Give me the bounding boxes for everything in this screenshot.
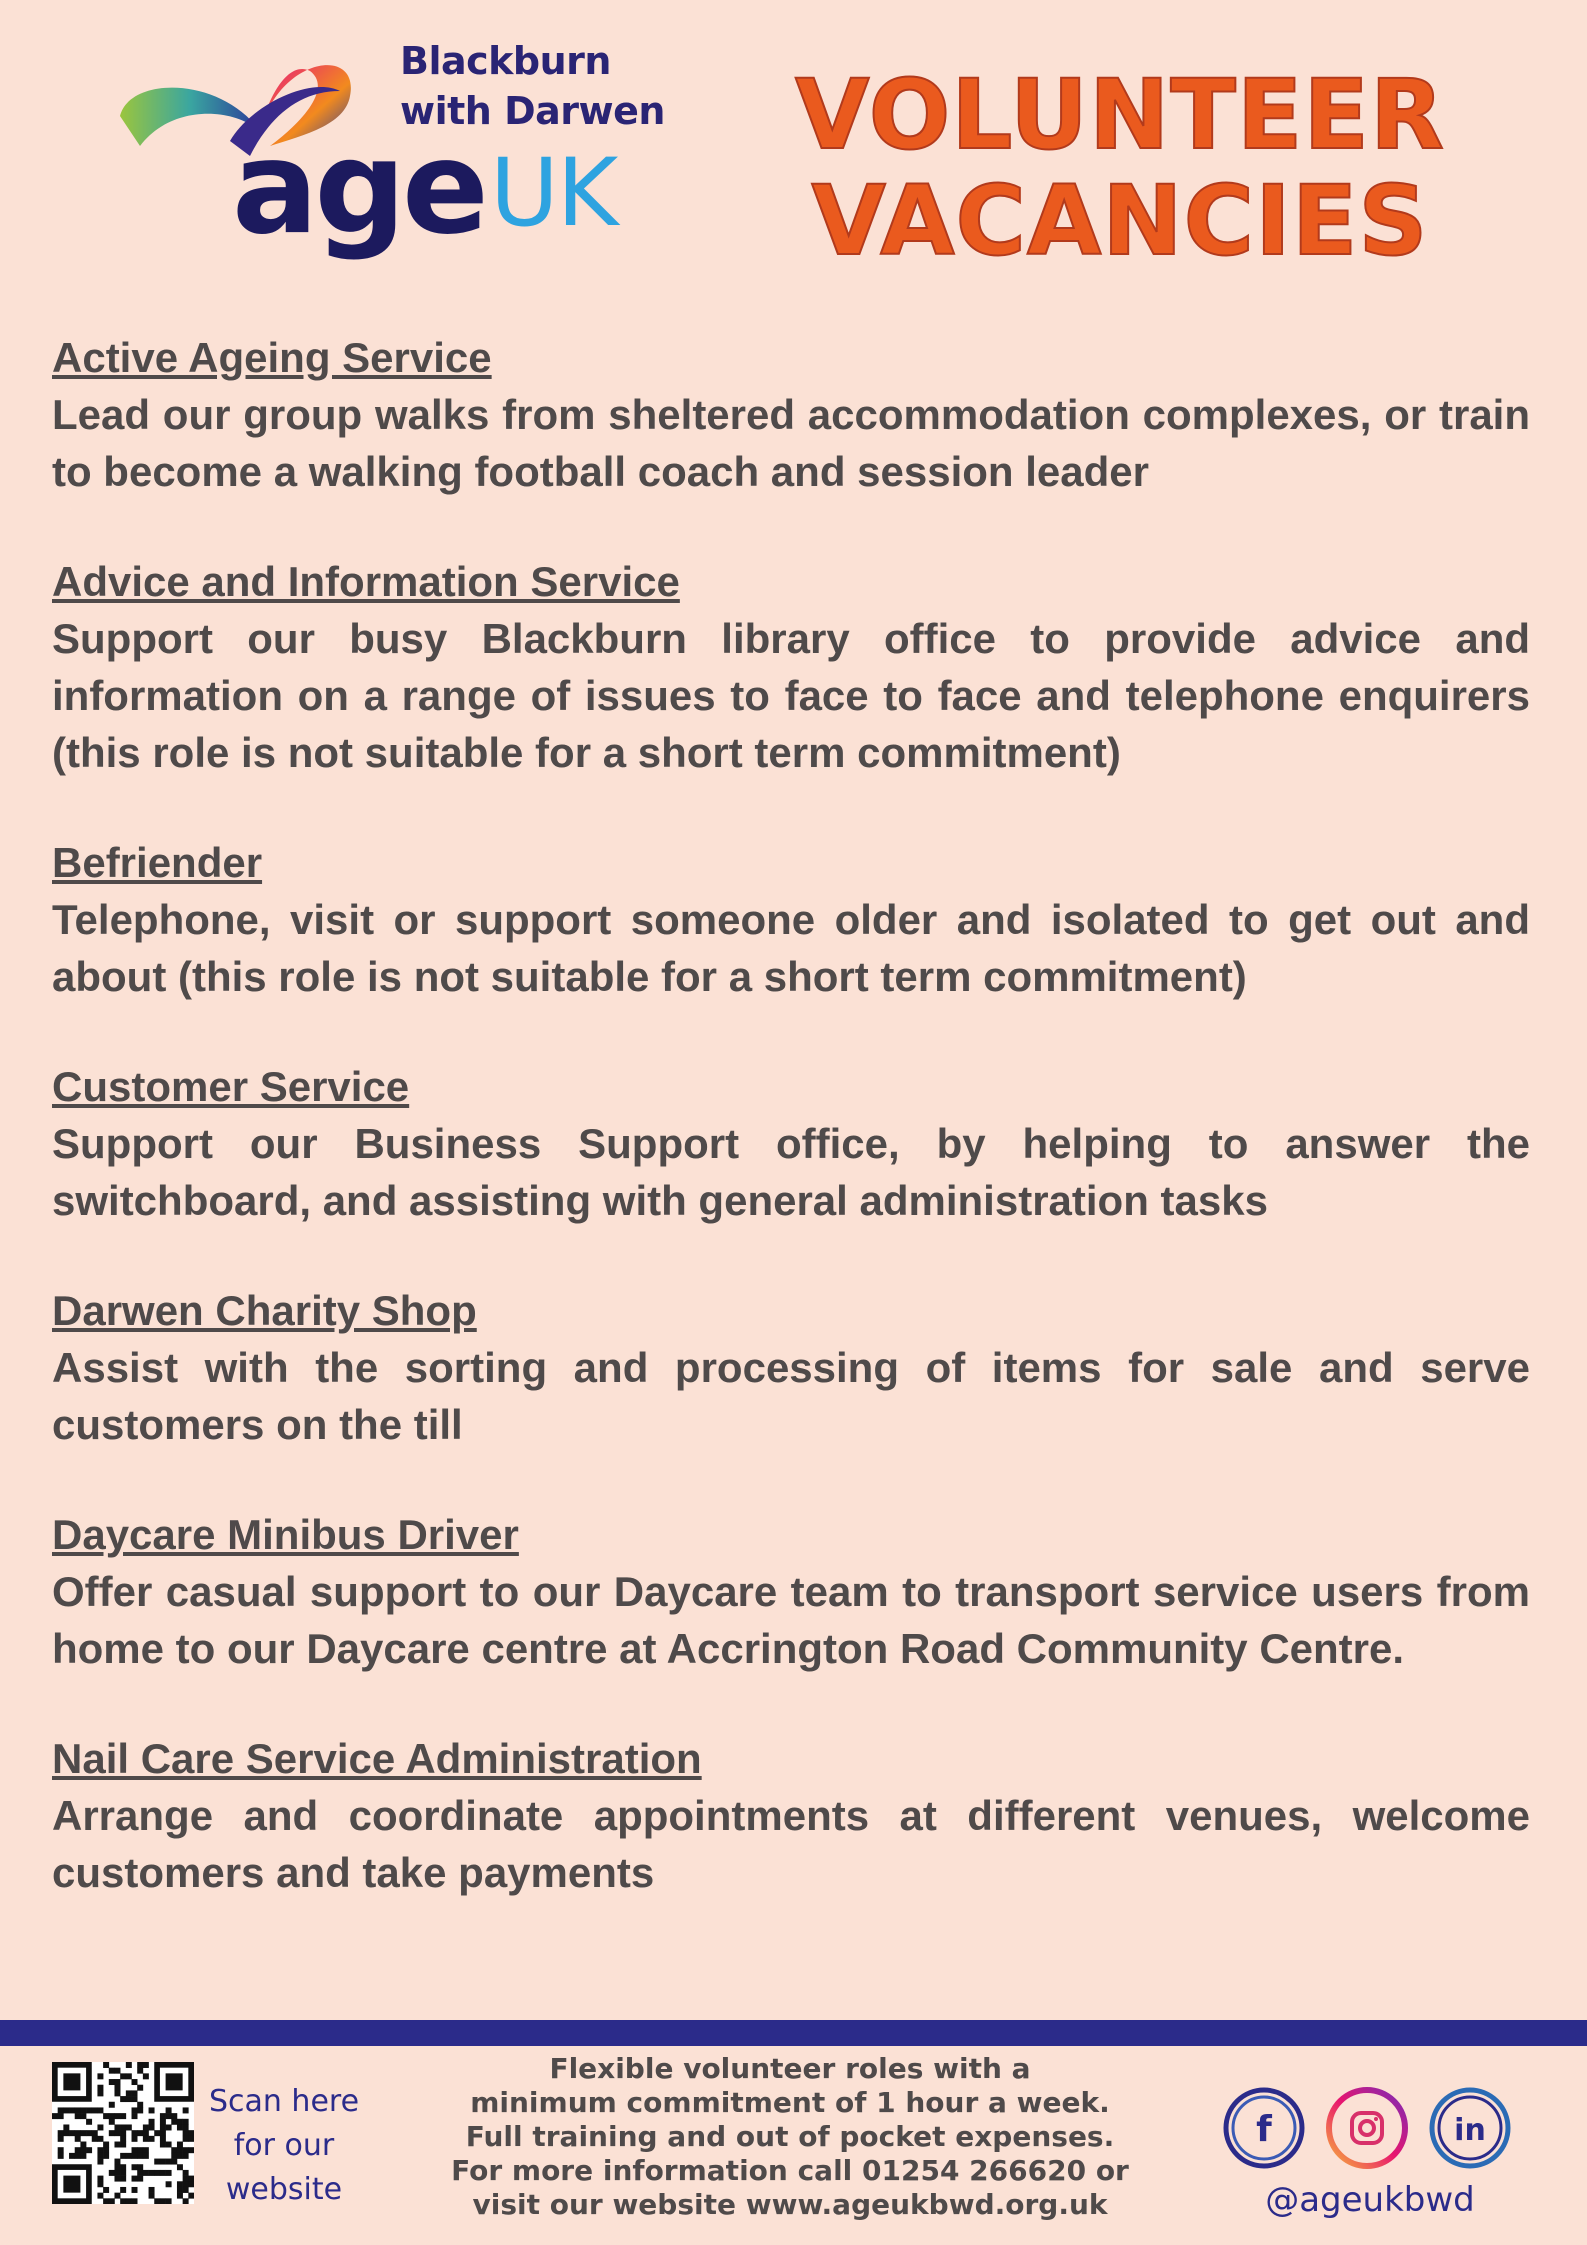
- instagram-icon[interactable]: [1325, 2086, 1409, 2170]
- vacancy-title: Active Ageing Service: [52, 334, 492, 381]
- vacancy-description: Lead our group walks from sheltered accommodation complexes, or train to become a walking football coach and session leader: [52, 391, 1530, 495]
- footer-info-line4: For more information call 01254 266620 or: [451, 2154, 1129, 2187]
- logo-org-line2: with Darwen: [400, 89, 665, 133]
- vacancy-description: Offer casual support to our Daycare team to transport service users from home to our Daycare centre at Accrington Road Community Centre.: [52, 1568, 1530, 1672]
- vacancy-description: Assist with the sorting and processing of items for sale and serve customers on the till: [52, 1344, 1530, 1448]
- logo-uk-text: UK: [490, 139, 617, 248]
- vacancy-title: Advice and Information Service: [52, 558, 680, 605]
- vacancy-title: Darwen Charity Shop: [52, 1287, 477, 1334]
- vacancy-item: [52, 835, 1530, 1005]
- vacancy-item: [52, 1507, 1530, 1677]
- scan-line3: website: [225, 2172, 343, 2207]
- footer-info-line1: Flexible volunteer roles with a: [549, 2052, 1031, 2085]
- footer-info-line3: Full training and out of pocket expenses.: [465, 2120, 1115, 2153]
- vacancy-item: [52, 554, 1530, 781]
- page-title-line2: VACANCIES: [811, 165, 1429, 277]
- vacancy-description: Arrange and coordinate appointments at different venues, welcome customers and take payments: [52, 1792, 1530, 1896]
- website-qr-code[interactable]: [52, 2062, 194, 2204]
- vacancy-list: [52, 330, 1530, 1955]
- vacancy-title: Daycare Minibus Driver: [52, 1511, 519, 1558]
- vacancy-description: Telephone, visit or support someone older and isolated to get out and about (this role is not suitable for a short term commitment): [52, 896, 1530, 1000]
- age-uk-logo: [110, 36, 670, 276]
- vacancy-item: [52, 1283, 1530, 1453]
- page-title-line1: VOLUNTEER: [795, 59, 1445, 171]
- footer-info: [400, 2052, 1180, 2222]
- footer-divider: [0, 2020, 1587, 2046]
- scan-caption: [200, 2080, 368, 2212]
- page-title: [720, 59, 1520, 277]
- footer-info-line2: minimum commitment of 1 hour a week.: [470, 2086, 1110, 2119]
- vacancy-item: [52, 330, 1530, 500]
- scan-line2: for our: [233, 2128, 335, 2163]
- vacancy-item: [52, 1059, 1530, 1229]
- vacancy-item: [52, 1731, 1530, 1901]
- vacancy-title: Befriender: [52, 839, 263, 886]
- linkedin-icon[interactable]: [1428, 2086, 1512, 2170]
- social-links: [1222, 2086, 1512, 2176]
- svg-text:f: f: [1256, 2109, 1272, 2150]
- logo-org-line1: Blackburn: [400, 39, 611, 83]
- vacancy-title: Customer Service: [52, 1063, 410, 1110]
- vacancy-description: Support our busy Blackburn library office to provide advice and information on a range of issues to face to face and telephone enquirers (this role is not suitable for a short term commitment): [52, 615, 1530, 776]
- qr-code-icon: [52, 2062, 194, 2204]
- social-handle[interactable]: @ageukbwd: [1265, 2180, 1475, 2220]
- logo-age-text: age: [232, 114, 485, 263]
- vacancy-description: Support our Business Support office, by helping to answer the switchboard, and assisting with general administration tasks: [52, 1120, 1530, 1224]
- scan-line1: Scan here: [208, 2084, 360, 2119]
- vacancy-title: Nail Care Service Administration: [52, 1735, 702, 1782]
- facebook-icon[interactable]: [1222, 2086, 1306, 2170]
- footer-info-line5: visit our website www.ageukbwd.org.uk: [472, 2188, 1108, 2221]
- svg-text:in: in: [1454, 2113, 1486, 2148]
